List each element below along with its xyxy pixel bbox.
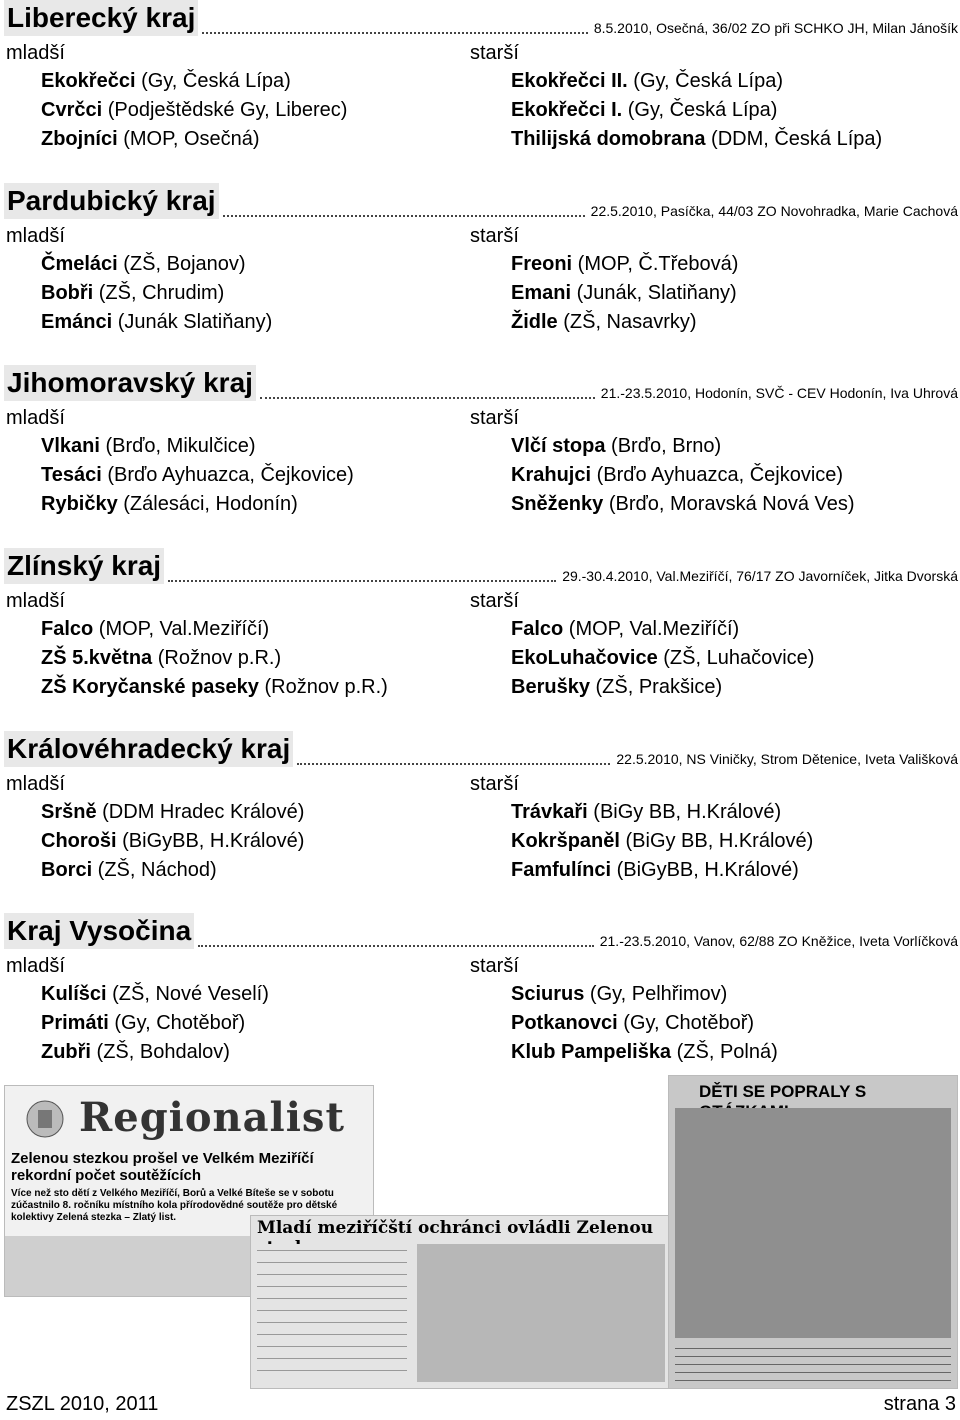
region-header xyxy=(0,913,960,953)
older-team-entry xyxy=(511,70,783,93)
headline-middle: Mladí meziříčští ochránci ovládli Zelenou xyxy=(257,1218,654,1238)
older-team-entry xyxy=(511,435,721,458)
leader-dots xyxy=(223,213,585,217)
team-info: (Brďo, Moravská Nová Ves) xyxy=(603,493,855,515)
page-footer xyxy=(0,1393,960,1420)
team-name: Ekokřečci I. xyxy=(511,99,623,121)
region-header xyxy=(0,731,960,771)
newspaper-clippings xyxy=(0,1075,960,1385)
region-section xyxy=(0,183,960,333)
team-info: (Junák Slatiňany) xyxy=(112,311,273,333)
team-name: Sršně xyxy=(41,801,97,823)
younger-team-entry xyxy=(41,647,281,670)
team-name: Berušky xyxy=(511,676,590,698)
region-title: Královéhradecký kraj xyxy=(4,731,293,767)
team-name: Klub Pampeliška xyxy=(511,1041,672,1063)
team-name: Ekokřečci xyxy=(41,70,136,92)
region-title: Jihomoravský kraj xyxy=(4,365,256,401)
team-info: (BiGyBB, H.Králové) xyxy=(611,859,799,881)
younger-team-entry xyxy=(41,70,291,93)
clipping-right xyxy=(668,1075,958,1389)
team-name: Borci xyxy=(41,859,93,881)
region-header xyxy=(0,183,960,223)
younger-label: mladší xyxy=(6,407,65,429)
clipping-text-column xyxy=(257,1244,407,1382)
older-label: starší xyxy=(470,225,519,247)
team-info: (Junák, Slatiňany) xyxy=(571,282,737,304)
team-info: (BiGyBB, H.Králové) xyxy=(116,830,305,852)
team-info: (Rožnov p.R.) xyxy=(258,676,388,698)
region-title: Zlínský kraj xyxy=(4,548,164,584)
headline-left: Zelenou stezkou prošel ve Velkém Meziříčí rekordní počet soutěžících xyxy=(11,1150,314,1184)
older-team-entry xyxy=(511,830,813,853)
team-name: Čmeláci xyxy=(41,253,118,275)
younger-team-entry xyxy=(41,618,269,641)
team-name: Emánci xyxy=(41,311,113,333)
older-team-entry xyxy=(511,618,739,641)
team-name: Potkanovci xyxy=(511,1012,618,1034)
older-team-entry xyxy=(511,282,737,305)
region-title: Liberecký kraj xyxy=(4,0,198,36)
region-meta: 22.5.2010, NS Viničky, Strom Dětenice, Iveta Vališková xyxy=(616,751,958,767)
team-info: (ZŠ, Chrudim) xyxy=(93,282,225,304)
team-name: Židle xyxy=(511,311,558,333)
younger-team-entry xyxy=(41,128,260,151)
clipping-photo-right xyxy=(675,1108,951,1338)
younger-team-entry xyxy=(41,676,388,699)
team-name: Kulíšci xyxy=(41,983,107,1005)
older-team-entry xyxy=(511,983,727,1006)
team-name: Freoni xyxy=(511,253,573,275)
older-team-entry xyxy=(511,801,781,824)
team-info: (Brďo Ayhuazca, Čejkovice) xyxy=(101,464,354,486)
younger-label: mladší xyxy=(6,773,65,795)
older-team-entry xyxy=(511,128,882,151)
team-name: Vlčí stopa xyxy=(511,435,606,457)
team-name: Primáti xyxy=(41,1012,109,1034)
team-name: ZŠ 5.května xyxy=(41,647,153,669)
team-info: (Podještědské Gy, Liberec) xyxy=(102,99,348,121)
younger-team-entry xyxy=(41,859,217,882)
younger-team-entry xyxy=(41,311,272,334)
team-info: (Gy, Pelhřimov) xyxy=(584,983,728,1005)
younger-team-entry xyxy=(41,99,347,122)
team-name: Ekokřečci II. xyxy=(511,70,628,92)
younger-team-entry xyxy=(41,1041,230,1064)
older-team-entry xyxy=(511,859,799,882)
team-info: (MOP, Val.Meziříčí) xyxy=(93,618,270,640)
younger-team-entry xyxy=(41,801,304,824)
team-info: (BiGy BB, H.Králové) xyxy=(619,830,814,852)
team-name: Sciurus xyxy=(511,983,585,1005)
team-info: (Brďo Ayhuazca, Čejkovice) xyxy=(591,464,844,486)
older-label: starší xyxy=(470,773,519,795)
clipping-text-right xyxy=(675,1344,951,1384)
team-info: (MOP, Č.Třebová) xyxy=(572,253,739,275)
leader-dots xyxy=(297,761,610,765)
team-info: (ZŠ, Bohdalov) xyxy=(91,1041,230,1063)
younger-label: mladší xyxy=(6,42,65,64)
team-name: Thilijská domobrana xyxy=(511,128,706,150)
clipping-photo-left xyxy=(5,1236,255,1296)
region-meta: 21.-23.5.2010, Hodonín, SVČ - CEV Hodonín, Iva Uhrová xyxy=(600,385,958,401)
team-info: (DDM, Česká Lípa) xyxy=(705,128,883,150)
clipping-middle xyxy=(250,1215,672,1389)
page-number: strana 3 xyxy=(883,1393,956,1415)
older-label: starší xyxy=(470,407,519,429)
younger-label: mladší xyxy=(6,590,65,612)
older-label: starší xyxy=(470,42,519,64)
team-name: Krahujci xyxy=(511,464,592,486)
younger-team-entry xyxy=(41,435,256,458)
younger-team-entry xyxy=(41,1012,245,1035)
younger-team-entry xyxy=(41,464,354,487)
team-info: (ZŠ, Prakšice) xyxy=(589,676,723,698)
team-name: Tesáci xyxy=(41,464,102,486)
team-name: Bobři xyxy=(41,282,94,304)
team-name: ZŠ Koryčanské paseky xyxy=(41,676,259,698)
team-info: (Gy, Chotěboř) xyxy=(617,1012,755,1034)
team-info: (Gy, Česká Lípa) xyxy=(622,99,778,121)
team-name: Famfulínci xyxy=(511,859,612,881)
region-meta: 8.5.2010, Osečná, 36/02 ZO při SCHKO JH, Milan Jánošík xyxy=(593,20,958,36)
team-name: Trávkaři xyxy=(511,801,588,823)
region-section xyxy=(0,731,960,881)
team-info: (ZŠ, Nasavrky) xyxy=(557,311,697,333)
team-name: Kokršpaněl xyxy=(511,830,620,852)
team-name: Emani xyxy=(511,282,572,304)
older-team-entry xyxy=(511,1012,754,1035)
younger-team-entry xyxy=(41,253,246,276)
younger-team-entry xyxy=(41,983,269,1006)
team-info: (Gy, Chotěboř) xyxy=(108,1012,246,1034)
region-title: Pardubický kraj xyxy=(4,183,219,219)
region-meta: 29.-30.4.2010, Val.Meziříčí, 76/17 ZO Javorníček, Jitka Dvorská xyxy=(562,568,958,584)
team-info: (Gy, Česká Lípa) xyxy=(627,70,783,92)
team-info: (Zálesáci, Hodonín) xyxy=(117,493,298,515)
lead-left: Více než sto dětí z Velkého Meziříčí, Borů a Velké Bíteše se v sobotu zúčastnilo 8. ročníku místního kola přírodovědné soutěže pro dětské kolektivy Zelená stezka – Zlatý list. xyxy=(11,1188,338,1223)
region-section xyxy=(0,0,960,150)
team-info: (MOP, Val.Meziříčí) xyxy=(563,618,740,640)
team-name: Cvrčci xyxy=(41,99,103,121)
leader-dots xyxy=(260,395,595,399)
team-info: (ZŠ, Polná) xyxy=(671,1041,778,1063)
headline-right: DĚTI SE POPRALY S xyxy=(699,1082,867,1101)
team-info: (BiGy BB, H.Králové) xyxy=(587,801,782,823)
older-label: starší xyxy=(470,590,519,612)
masthead-emblem xyxy=(25,1096,65,1142)
team-info: (Gy, Česká Lípa) xyxy=(135,70,291,92)
team-name: Zbojníci xyxy=(41,128,118,150)
team-info: (DDM Hradec Králové) xyxy=(96,801,305,823)
team-name: Rybičky xyxy=(41,493,118,515)
region-title: Kraj Vysočina xyxy=(4,913,194,949)
region-meta: 22.5.2010, Pasíčka, 44/03 ZO Novohradka, Marie Cachová xyxy=(590,203,958,219)
region-section xyxy=(0,913,960,1063)
older-team-entry xyxy=(511,676,722,699)
team-name: Choroši xyxy=(41,830,117,852)
region-header xyxy=(0,548,960,588)
younger-label: mladší xyxy=(6,225,65,247)
older-team-entry xyxy=(511,464,843,487)
team-info: (Brďo, Brno) xyxy=(605,435,722,457)
younger-team-entry xyxy=(41,282,224,305)
older-team-entry xyxy=(511,99,777,122)
leader-dots xyxy=(168,578,556,582)
leader-dots xyxy=(198,943,594,947)
older-team-entry xyxy=(511,311,697,334)
team-info: (Rožnov p.R.) xyxy=(152,647,282,669)
team-info: (ZŠ, Bojanov) xyxy=(117,253,246,275)
older-team-entry xyxy=(511,647,814,670)
team-info: (Brďo, Mikulčice) xyxy=(99,435,256,457)
region-section xyxy=(0,365,960,515)
footer-left: ZSZL 2010, 2011 xyxy=(6,1393,159,1415)
team-info: (ZŠ, Luhačovice) xyxy=(657,647,815,669)
team-name: Sněženky xyxy=(511,493,604,515)
region-header xyxy=(0,365,960,405)
team-name: EkoLuhačovice xyxy=(511,647,658,669)
team-name: Falco xyxy=(511,618,564,640)
younger-team-entry xyxy=(41,493,298,516)
younger-team-entry xyxy=(41,830,304,853)
region-section xyxy=(0,548,960,698)
region-meta: 21.-23.5.2010, Vanov, 62/88 ZO Kněžice, Iveta Vorlíčková xyxy=(599,933,958,949)
older-label: starší xyxy=(470,955,519,977)
region-header xyxy=(0,0,960,40)
clipping-photo-middle xyxy=(417,1244,665,1382)
team-info: (ZŠ, Nové Veselí) xyxy=(106,983,269,1005)
older-team-entry xyxy=(511,1041,778,1064)
leader-dots xyxy=(202,30,588,34)
team-name: Zubři xyxy=(41,1041,91,1063)
younger-label: mladší xyxy=(6,955,65,977)
older-team-entry xyxy=(511,493,855,516)
team-info: (MOP, Osečná) xyxy=(117,128,260,150)
team-info: (ZŠ, Náchod) xyxy=(92,859,217,881)
older-team-entry xyxy=(511,253,738,276)
team-name: Falco xyxy=(41,618,94,640)
team-name: Vlkani xyxy=(41,435,100,457)
masthead: Regionalist xyxy=(79,1094,345,1141)
